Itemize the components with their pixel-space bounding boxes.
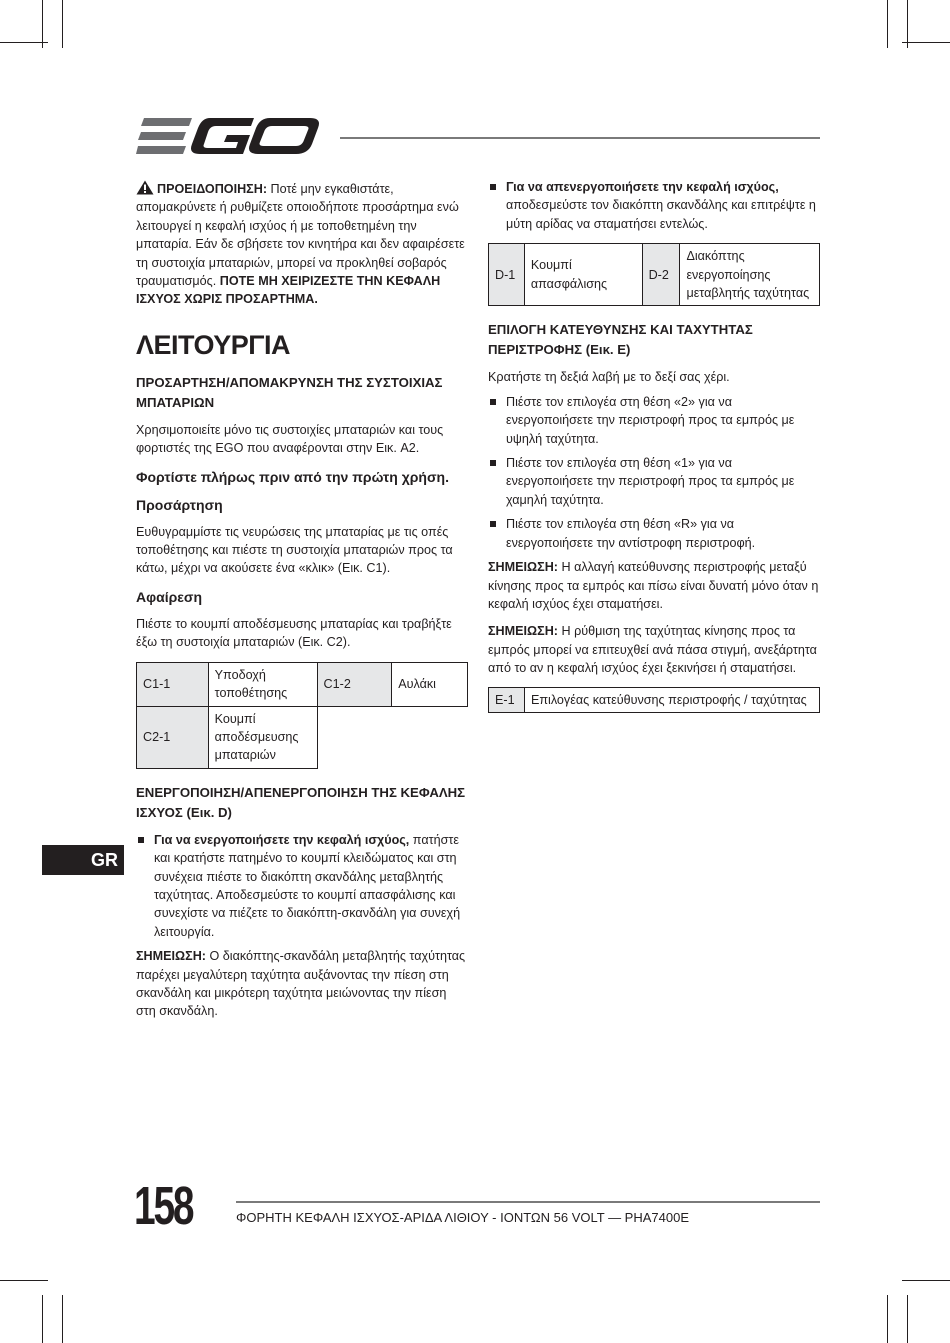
note-text: Η ρύθμιση της ταχύτητας κίνησης προς τα εμπρός μπορεί να επιτευχθεί ανά πάσα στιγμή, ανεξάρτητα από το αν η κεφαλή ισχύος έχει ξεκινήσει ή σταματήσει.	[488, 624, 817, 676]
footer-rule	[236, 1201, 820, 1203]
attach-heading: Προσάρτηση	[136, 496, 223, 513]
ego-logo	[136, 116, 322, 158]
table-cell-label: Κουμπί απασφάλισης	[524, 244, 642, 306]
footer-product-line: ΦΟΡΗΤΗ ΚΕΦΑΛΗ ΙΣΧΥΟΣ-ΑΡΙΔΑ ΛΙΘΙΟΥ - ΙΟΝΤΩΝ 56 VOLT — PHA7400E	[236, 1210, 690, 1225]
crop-mark	[42, 1295, 43, 1343]
warning-text: Ποτέ μην εγκαθιστάτε, απομακρύνετε ή ρυθμίζετε οποιοδήποτε προσάρτημα ενώ λειτουργεί η κεφαλή ισχύος ή με τοποθετημένη την μπαταρία. Εάν δε σβήσετε τον κινητήρα και δεν αφαιρέσετε τη συστοιχία μπαταριών, μπορεί να προκληθεί σοβαρός τραυματισμός.	[136, 182, 465, 289]
language-tab: GR	[42, 845, 124, 875]
list-item	[488, 393, 820, 448]
table-d	[488, 243, 820, 306]
power-on-text: πατήστε και κρατήστε πατημένο το κουμπί κλειδώματος και στη συνέχεια πιέστε το διακόπτη σκανδάλης μεταβλητής ταχύτητας. Αποδεσμεύστε το κουμπί απασφάλισης και συνεχίστε να πιέζετε το διακόπτη-σκανδάλη για συνεχή λειτουργία.	[154, 832, 461, 939]
power-heading: ΕΝΕΡΓΟΠΟΙΗΣΗ/ΑΠΕΝΕΡΓΟΠΟΙΗΣΗ ΤΗΣ ΚΕΦΑΛΗΣ ΙΣΧΥΟΣ (Εικ. D)	[136, 784, 466, 820]
left-column	[136, 180, 468, 1030]
table-cell-code: C2-1	[137, 706, 209, 768]
warning-emphasis: ΠΟΤΕ ΜΗ ΧΕΙΡΙΖΕΣΤΕ ΤΗΝ ΚΕΦΑΛΗ ΙΣΧΥΟΣ ΧΩΡΙΣ ΠΡΟΣΑΡΤΗΜΑ.	[136, 274, 441, 307]
crop-mark	[0, 42, 48, 43]
note-block	[488, 558, 820, 613]
battery-text: Χρησιμοποιείτε μόνο τις συστοιχίες μπαταριών και τους φορτιστές της EGO που αναφέρονται στην Εικ. A2.	[136, 422, 444, 456]
remove-text: Πιέστε το κουμπί αποδέσμευσης μπαταρίας και τραβήξτε έξω τη συστοιχία μπαταριών (Εικ. C2).	[136, 616, 452, 650]
table-cell-code: C1-2	[317, 662, 392, 706]
charge-note: Φορτίστε πλήρως πριν από την πρώτη χρήση.	[136, 468, 449, 485]
note-label: ΣΗΜΕΙΩΣΗ:	[136, 949, 206, 964]
bullet-icon	[138, 837, 144, 843]
crop-mark	[887, 1295, 888, 1343]
power-off-text: αποδεσμεύστε τον διακόπτη σκανδάλης και επιτρέψτε η μύτη αρίδας να σταματήσει εντελώς.	[506, 198, 816, 231]
section-title: ΛΕΙΤΟΥΡΓΙΑ	[136, 329, 291, 360]
note-block	[488, 622, 820, 677]
crop-mark	[907, 1295, 908, 1343]
warning-icon	[136, 180, 154, 195]
bullet-icon	[490, 184, 496, 190]
table-cell-code: C1-1	[137, 662, 209, 706]
note-label: ΣΗΜΕΙΩΣΗ:	[488, 560, 558, 575]
table-cell-label: Διακόπτης ενεργοποίησης μεταβλητής ταχύτητας	[680, 244, 820, 306]
list-item	[488, 454, 820, 509]
header-rule	[340, 137, 820, 139]
battery-heading: ΠΡΟΣΑΡΤΗΣΗ/ΑΠΟΜΑΚΡΥΝΣΗ ΤΗΣ ΣΥΣΤΟΙΧΙΑΣ ΜΠΑΤΑΡΙΩΝ	[136, 374, 443, 410]
bullet-icon	[490, 521, 496, 527]
power-on-bold: Για να ενεργοποιήσετε την κεφαλή ισχύος,	[154, 832, 410, 847]
note-text: Ο διακόπτης-σκανδάλη μεταβλητής ταχύτητας παρέχει μεγαλύτερη ταχύτητα αυξάνοντας την πίεση στη σκανδάλη και μικρότερη ταχύτητα μειώνοντας την πίεση στη σκανδάλη.	[136, 949, 466, 1019]
table-row	[489, 687, 820, 712]
crop-mark	[907, 0, 908, 48]
crop-mark	[902, 42, 950, 43]
bullet-text: Πιέστε τον επιλογέα στη θέση «1» για να ενεργοποιήσετε την περιστροφή προς τα εμπρός με χαμηλή ταχύτητα.	[506, 456, 795, 507]
table-cell-label: Κουμπί αποδέσμευσης μπαταριών	[208, 706, 317, 768]
note-label: ΣΗΜΕΙΩΣΗ:	[488, 624, 558, 639]
bullet-icon	[490, 460, 496, 466]
list-item	[488, 515, 820, 552]
list-item	[488, 178, 820, 233]
table-cell-code: D-1	[489, 244, 525, 306]
right-column	[488, 178, 820, 727]
table-row	[489, 244, 820, 306]
table-row	[137, 706, 468, 768]
table-cell-code: E-1	[489, 687, 525, 712]
power-off-bold: Για να απενεργοποιήσετε την κεφαλή ισχύος,	[506, 180, 779, 194]
table-c	[136, 662, 468, 769]
table-cell-label: Επιλογέας κατεύθυνσης περιστροφής / ταχύτητας	[524, 687, 819, 712]
table-cell-label: Υποδοχή τοποθέτησης	[208, 662, 317, 706]
table-cell-label: Αυλάκι	[392, 662, 468, 706]
table-cell-empty	[317, 706, 392, 768]
crop-mark	[62, 1295, 63, 1343]
bullet-text: Πιέστε τον επιλογέα στη θέση «2» για να ενεργοποιήσετε την περιστροφή προς τα εμπρός με υψηλή ταχύτητα.	[506, 394, 795, 446]
attach-text: Ευθυγραμμίστε τις νευρώσεις της μπαταρίας με τις οπές τοποθέτησης και πιέστε τη συστοιχία μπαταριών προς τα κάτω, μέχρι να ακούσετε ένα «κλικ» (Εικ. C1).	[136, 524, 453, 576]
table-cell-empty	[392, 706, 468, 768]
crop-mark	[62, 0, 63, 48]
table-cell-code: D-2	[642, 244, 680, 306]
direction-heading: ΕΠΙΛΟΓΗ ΚΑΤΕΥΘΥΝΣΗΣ ΚΑΙ ΤΑΧΥΤΗΤΑΣ ΠΕΡΙΣΤΡΟΦΗΣ (Εικ. E)	[488, 322, 753, 358]
note-text: Η αλλαγή κατεύθυνσης περιστροφής μεταξύ κίνησης προς τα εμπρός και πίσω είναι δυνατή μόνο όταν η κεφαλή ισχύος έχει σταματήσει.	[488, 560, 819, 611]
note-block	[136, 947, 468, 1021]
page-number: 158	[134, 1176, 193, 1236]
bullet-text: Πιέστε τον επιλογέα στη θέση «R» για να ενεργοποιήσετε την αντίστροφη περιστροφή.	[506, 517, 756, 550]
crop-mark	[0, 1280, 48, 1281]
table-e	[488, 687, 820, 713]
remove-heading: Αφαίρεση	[136, 588, 203, 605]
warning-label: ΠΡΟΕΙΔΟΠΟΙΗΣΗ:	[157, 182, 268, 196]
crop-mark	[887, 0, 888, 48]
list-item	[136, 831, 468, 941]
crop-mark	[902, 1280, 950, 1281]
bullet-icon	[490, 399, 496, 405]
crop-mark	[42, 0, 43, 48]
table-row	[137, 662, 468, 706]
direction-intro: Κρατήστε τη δεξιά λαβή με το δεξί σας χέρι.	[488, 370, 730, 385]
warning-block	[136, 180, 468, 309]
